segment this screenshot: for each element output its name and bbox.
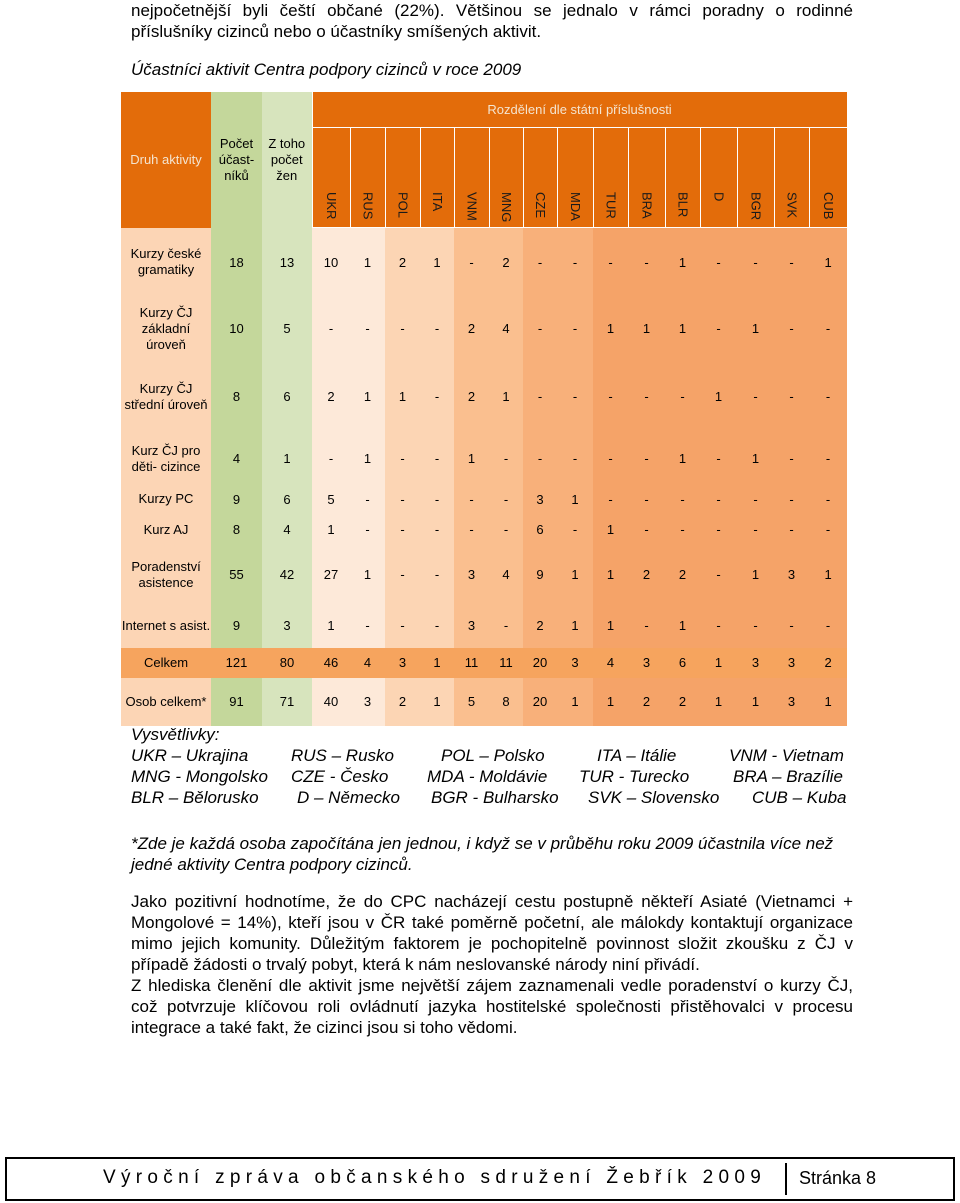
cell-count: 9 <box>211 604 262 648</box>
header-country <box>700 128 737 228</box>
cell-value: 2 <box>628 546 665 604</box>
cell-value: - <box>628 433 665 485</box>
header-nationality-group: Rozdělení dle státní příslušnosti <box>312 92 847 128</box>
page-footer <box>5 1157 955 1201</box>
cell-value: 1 <box>665 433 700 485</box>
cell-value: 1 <box>593 546 628 604</box>
cell-value: 8 <box>489 678 523 726</box>
cell-value: 1 <box>350 361 385 433</box>
country-code: TUR <box>603 192 619 219</box>
cell-value: 3 <box>523 485 557 514</box>
cell-value: - <box>350 514 385 546</box>
header-country <box>628 128 665 228</box>
cell-value: 1 <box>593 297 628 361</box>
page-number: Stránka 8 <box>799 1168 877 1188</box>
cell-value: 5 <box>312 485 350 514</box>
header-country <box>454 128 489 228</box>
cell-value: 2 <box>454 297 489 361</box>
cell-value: 27 <box>312 546 350 604</box>
country-code: BLR <box>675 192 691 218</box>
cell-value: 3 <box>774 648 809 678</box>
row-label: Kurzy PC <box>121 485 211 514</box>
cell-value: 20 <box>523 678 557 726</box>
cell-count: 4 <box>211 433 262 485</box>
row-label: Poradenství asistence <box>121 546 211 604</box>
header-country <box>593 128 628 228</box>
cell-value: - <box>774 433 809 485</box>
cell-value: - <box>774 297 809 361</box>
cell-value: - <box>454 514 489 546</box>
cell-value: - <box>700 514 737 546</box>
cell-value: - <box>774 228 809 297</box>
cell-value: 1 <box>420 648 454 678</box>
cell-women: 3 <box>262 604 312 648</box>
legend-item: BLR – Bělorusko <box>131 788 259 807</box>
legend <box>131 724 847 808</box>
cell-value: - <box>628 485 665 514</box>
cell-value: 2 <box>665 678 700 726</box>
header-country <box>737 128 774 228</box>
row-label: Internet s asist. <box>121 604 211 648</box>
cell-value: - <box>385 433 420 485</box>
header-country <box>774 128 809 228</box>
cell-value: 1 <box>312 514 350 546</box>
cell-count: 91 <box>211 678 262 726</box>
cell-value: 4 <box>593 648 628 678</box>
cell-value: - <box>774 604 809 648</box>
cell-women: 6 <box>262 361 312 433</box>
cell-value: - <box>454 485 489 514</box>
legend-item: MDA - Moldávie <box>427 767 548 786</box>
cell-value: - <box>312 433 350 485</box>
cell-value: - <box>420 485 454 514</box>
participants-table <box>121 91 848 726</box>
legend-item: ITA – Itálie <box>597 746 677 765</box>
cell-value: 1 <box>593 514 628 546</box>
cell-value: - <box>420 297 454 361</box>
cell-value: 4 <box>350 648 385 678</box>
intro-paragraph: nejpočetnější byli čeští občané (22%). Většinou se jednalo v rámci poradny o rodinné příslušníky cizinců nebo o účastníky smíšených aktivit. <box>131 1 853 41</box>
header-country <box>420 128 454 228</box>
cell-value: 1 <box>809 678 847 726</box>
cell-value: 20 <box>523 648 557 678</box>
cell-value: 1 <box>557 546 593 604</box>
cell-value: - <box>385 604 420 648</box>
header-women: Z toho počet žen <box>262 92 312 228</box>
cell-value: - <box>420 604 454 648</box>
country-code: SVK <box>784 192 800 219</box>
cell-value: 1 <box>737 678 774 726</box>
cell-value: 4 <box>489 297 523 361</box>
row-label: Kurz AJ <box>121 514 211 546</box>
cell-value: - <box>523 228 557 297</box>
cell-value: - <box>628 514 665 546</box>
legend-item: SVK – Slovensko <box>588 788 720 807</box>
country-code: MNG <box>499 192 514 223</box>
table-row <box>121 297 847 361</box>
cell-value: - <box>420 361 454 433</box>
paragraph: Z hlediska členění dle aktivit jsme největší zájem zaznamenali vedle poradenství o kurzy ČJ, což potvrzuje klíčovou roli ovládnutí jazyka hostitelské společnosti přistěhovalci v procesu integrace a také fakt, že cizinci jsou si toho vědomi. <box>131 976 853 1037</box>
cell-value: - <box>523 433 557 485</box>
cell-value: 2 <box>628 678 665 726</box>
legend-item: UKR – Ukrajina <box>131 746 249 765</box>
legend-item: POL – Polsko <box>441 746 545 765</box>
cell-value: - <box>665 361 700 433</box>
cell-value: - <box>350 485 385 514</box>
cell-value: 2 <box>489 228 523 297</box>
cell-value: - <box>737 361 774 433</box>
cell-value: - <box>665 514 700 546</box>
cell-value: 1 <box>809 546 847 604</box>
cell-value: - <box>593 433 628 485</box>
cell-value: - <box>350 604 385 648</box>
cell-women: 5 <box>262 297 312 361</box>
cell-value: - <box>737 514 774 546</box>
table-row <box>121 604 847 648</box>
cell-value: 46 <box>312 648 350 678</box>
table-row <box>121 485 847 514</box>
cell-value: 1 <box>665 297 700 361</box>
report-title: Výroční zpráva občanského sdružení Žebřík 2009 <box>103 1167 767 1188</box>
cell-value: 3 <box>774 546 809 604</box>
cell-count: 8 <box>211 361 262 433</box>
cell-value: 1 <box>350 228 385 297</box>
legend-item: BGR - Bulharsko <box>431 788 559 807</box>
cell-value: - <box>809 514 847 546</box>
cell-value: - <box>700 297 737 361</box>
cell-value: 1 <box>665 604 700 648</box>
cell-value: 1 <box>700 678 737 726</box>
row-label: Celkem <box>121 648 211 678</box>
cell-value: - <box>628 361 665 433</box>
cell-value: 1 <box>593 678 628 726</box>
cell-value: 1 <box>700 361 737 433</box>
legend-line-1 <box>131 745 844 766</box>
cell-value: - <box>628 604 665 648</box>
cell-value: - <box>809 604 847 648</box>
table-row <box>121 228 847 297</box>
cell-value: - <box>420 546 454 604</box>
cell-value: 1 <box>454 433 489 485</box>
header-country <box>385 128 420 228</box>
row-label: Kurzy ČJ střední úroveň <box>121 361 211 433</box>
cell-value: 3 <box>454 546 489 604</box>
legend-item: MNG - Mongolsko <box>131 767 268 786</box>
cell-count: 8 <box>211 514 262 546</box>
cell-value: - <box>737 604 774 648</box>
cell-value: 1 <box>809 228 847 297</box>
cell-value: - <box>489 604 523 648</box>
cell-value: 1 <box>489 361 523 433</box>
cell-value: - <box>700 485 737 514</box>
cell-value: 3 <box>737 648 774 678</box>
header-country <box>312 128 350 228</box>
cell-value: 3 <box>557 648 593 678</box>
cell-value: 2 <box>665 546 700 604</box>
cell-value: 3 <box>385 648 420 678</box>
cell-value: - <box>557 228 593 297</box>
cell-value: 1 <box>665 228 700 297</box>
row-label: Kurzy ČJ základní úroveň <box>121 297 211 361</box>
cell-value: 2 <box>454 361 489 433</box>
cell-value: - <box>774 514 809 546</box>
header-country <box>557 128 593 228</box>
cell-value: - <box>350 297 385 361</box>
cell-women: 6 <box>262 485 312 514</box>
cell-value: - <box>593 485 628 514</box>
cell-value: 3 <box>350 678 385 726</box>
cell-value: - <box>628 228 665 297</box>
cell-value: 1 <box>420 228 454 297</box>
cell-value: - <box>737 485 774 514</box>
cell-women: 13 <box>262 228 312 297</box>
country-code: CUB <box>821 192 837 220</box>
table-row <box>121 514 847 546</box>
legend-item: CUB – Kuba <box>752 788 847 807</box>
footnote: *Zde je každá osoba započítána jen jednou, i když se v průběhu roku 2009 účastnila více než jedné aktivity Centra podpory cizinců. <box>131 834 834 874</box>
cell-value: - <box>523 361 557 433</box>
cell-value: 1 <box>350 433 385 485</box>
row-label: Osob celkem* <box>121 678 211 726</box>
cell-value: - <box>557 433 593 485</box>
cell-count: 55 <box>211 546 262 604</box>
cell-value: 1 <box>700 648 737 678</box>
cell-value: - <box>809 433 847 485</box>
cell-value: 1 <box>312 604 350 648</box>
cell-value: - <box>312 297 350 361</box>
row-label: Kurz ČJ pro děti- cizince <box>121 433 211 485</box>
cell-value: 1 <box>350 546 385 604</box>
cell-value: - <box>593 361 628 433</box>
cell-value: - <box>557 361 593 433</box>
cell-value: 2 <box>523 604 557 648</box>
country-code: ITA <box>430 192 445 212</box>
cell-value: - <box>489 433 523 485</box>
country-code: POL <box>395 192 411 219</box>
cell-value: 1 <box>593 604 628 648</box>
country-code: UKR <box>324 192 339 220</box>
cell-value: - <box>774 361 809 433</box>
cell-value: 3 <box>628 648 665 678</box>
cell-value: - <box>420 433 454 485</box>
cell-count: 18 <box>211 228 262 297</box>
country-code: BRA <box>639 192 655 219</box>
cell-value: - <box>489 485 523 514</box>
cell-value: - <box>523 297 557 361</box>
cell-value: - <box>809 361 847 433</box>
legend-item: TUR - Turecko <box>579 767 690 786</box>
table-row <box>121 546 847 604</box>
country-code: CZE <box>533 192 548 218</box>
cell-value: - <box>489 514 523 546</box>
cell-count: 9 <box>211 485 262 514</box>
cell-value: 1 <box>557 678 593 726</box>
footer-divider <box>785 1163 787 1195</box>
cell-value: 1 <box>557 604 593 648</box>
cell-value: 1 <box>557 485 593 514</box>
cell-women: 80 <box>262 648 312 678</box>
cell-value: - <box>420 514 454 546</box>
legend-item: VNM - Vietnam <box>729 746 844 765</box>
cell-value: - <box>557 514 593 546</box>
country-code: VNM <box>464 192 480 221</box>
cell-value: 6 <box>665 648 700 678</box>
cell-value: 2 <box>385 228 420 297</box>
cell-value: 10 <box>312 228 350 297</box>
legend-item: RUS – Rusko <box>291 746 394 765</box>
cell-women: 1 <box>262 433 312 485</box>
legend-line-2 <box>131 766 843 787</box>
cell-value: - <box>385 485 420 514</box>
cell-value: 1 <box>737 433 774 485</box>
cell-value: - <box>557 297 593 361</box>
cell-value: 1 <box>385 361 420 433</box>
legend-item: D – Německo <box>297 788 400 807</box>
row-label: Kurzy české gramatiky <box>121 228 211 297</box>
legend-title: Vysvětlivky: <box>131 725 220 744</box>
cell-value: 9 <box>523 546 557 604</box>
cell-value: - <box>809 297 847 361</box>
header-country <box>809 128 847 228</box>
cell-women: 71 <box>262 678 312 726</box>
table-title: Účastníci aktivit Centra podpory cizinců v roce 2009 <box>131 60 522 79</box>
paragraph: Jako pozitivní hodnotíme, že do CPC nacházejí cestu postupně někteří Asiaté (Vietnamci + Mongolové = 14%), kteří jsou v ČR také poměrně početní, ale málokdy kontaktují organizace mimo jejich komunity. Důležitým faktorem je pochopitelně povinnost složit zkoušku z ČJ v případě žádosti o trvalý pobyt, která k nám neslovanské národy niní přivádí. <box>131 892 853 974</box>
cell-value: 6 <box>523 514 557 546</box>
header-activity: Druh aktivity <box>121 92 211 228</box>
cell-value: - <box>385 297 420 361</box>
cell-value: 4 <box>489 546 523 604</box>
cell-value: - <box>454 228 489 297</box>
table-row <box>121 361 847 433</box>
country-code: D <box>711 192 727 202</box>
country-code: RUS <box>360 192 376 220</box>
table-row <box>121 433 847 485</box>
cell-value: 5 <box>454 678 489 726</box>
cell-value: - <box>700 604 737 648</box>
cell-count: 121 <box>211 648 262 678</box>
cell-value: 1 <box>737 546 774 604</box>
cell-value: - <box>385 546 420 604</box>
country-code: BGR <box>748 192 764 221</box>
cell-value: 1 <box>420 678 454 726</box>
cell-value: - <box>593 228 628 297</box>
cell-value: - <box>700 546 737 604</box>
cell-value: 1 <box>628 297 665 361</box>
cell-value: 40 <box>312 678 350 726</box>
header-country <box>665 128 700 228</box>
cell-value: - <box>809 485 847 514</box>
cell-value: - <box>774 485 809 514</box>
cell-value: - <box>700 433 737 485</box>
cell-value: 1 <box>737 297 774 361</box>
cell-value: 11 <box>454 648 489 678</box>
cell-value: - <box>665 485 700 514</box>
cell-value: - <box>737 228 774 297</box>
table-row <box>121 648 847 678</box>
legend-item: BRA – Brazílie <box>733 767 843 786</box>
header-country <box>523 128 557 228</box>
legend-item: CZE - Česko <box>291 767 389 786</box>
cell-value: 2 <box>809 648 847 678</box>
table-row <box>121 678 847 726</box>
country-code: MDA <box>568 192 583 221</box>
cell-value: - <box>385 514 420 546</box>
cell-value: 2 <box>385 678 420 726</box>
legend-line-3 <box>131 787 847 808</box>
header-country <box>489 128 523 228</box>
cell-value: 3 <box>774 678 809 726</box>
cell-value: - <box>700 228 737 297</box>
cell-women: 4 <box>262 514 312 546</box>
cell-value: 11 <box>489 648 523 678</box>
header-count: Počet účast-níků <box>211 92 262 228</box>
header-country <box>350 128 385 228</box>
cell-count: 10 <box>211 297 262 361</box>
cell-value: 2 <box>312 361 350 433</box>
body-text <box>131 891 853 1038</box>
cell-value: 3 <box>454 604 489 648</box>
cell-women: 42 <box>262 546 312 604</box>
